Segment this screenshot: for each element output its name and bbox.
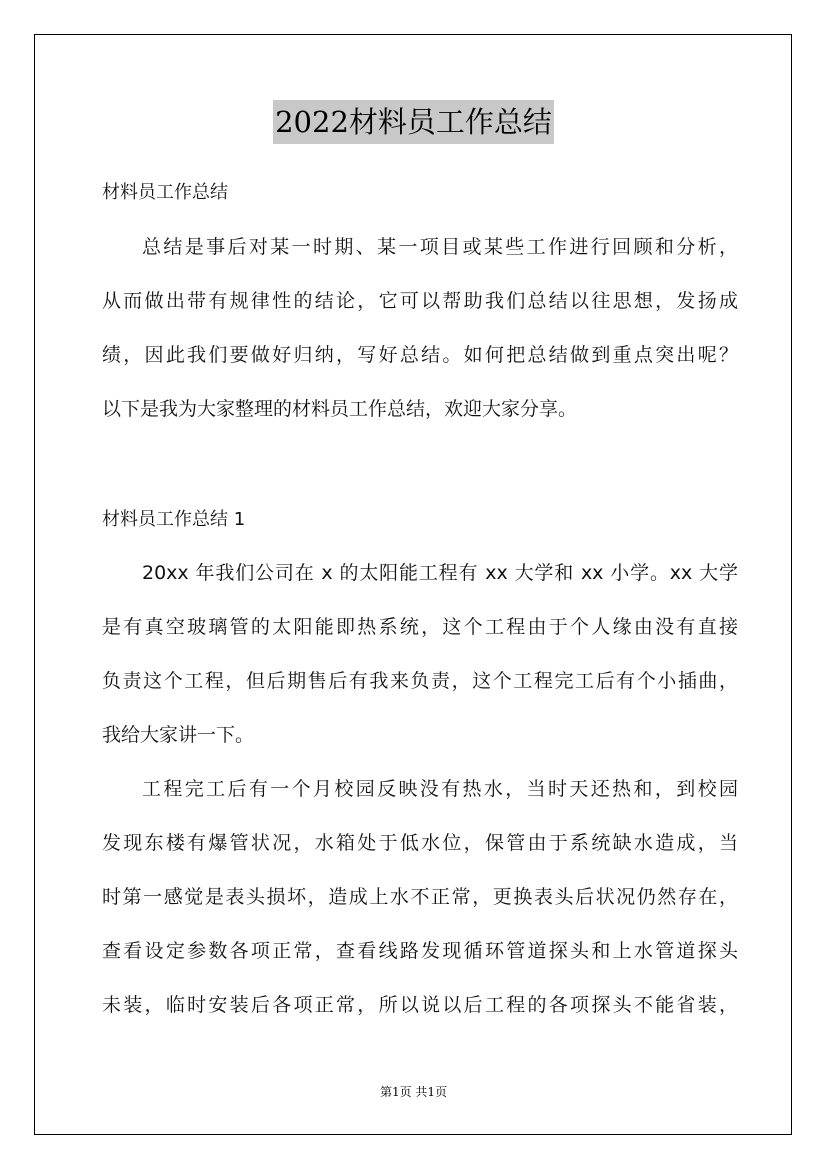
intro-heading: 材料员工作总结 [102,182,228,203]
para1-line: 是有真空玻璃管的太阳能即热系统，这个工程由于个人缘由没有直接 [102,616,738,638]
para2-line: 工程完工后有一个月校园反映没有热水，当时天还热和，到校园 [142,778,738,800]
intro-line: 总结是事后对某一时期、某一项目或某些工作进行回顾和分析， [142,236,738,258]
intro-line: 以下是我为大家整理的材料员工作总结，欢迎大家分享。 [102,398,578,420]
para2-line: 发现东楼有爆管状况，水箱处于低水位，保管由于系统缺水造成，当 [102,832,738,854]
para2-line: 查看设定参数各项正常，查看线路发现循环管道探头和上水管道探头 [102,940,738,962]
section1-heading: 材料员工作总结 1 [102,509,246,530]
para2-line: 未装，临时安装后各项正常，所以说以后工程的各项探头不能省装， [102,994,738,1016]
intro-line: 从而做出带有规律性的结论，它可以帮助我们总结以往思想，发扬成 [102,290,738,312]
intro-line: 绩，因此我们要做好归纳，写好总结。如何把总结做到重点突出呢？ [102,344,738,366]
page-footer: 第1页 共1页 [379,1085,448,1099]
document-title: 2022材料员工作总结 [273,100,554,144]
para1-line: 负责这个工程，但后期售后有我来负责，这个工程完工后有个小插曲， [102,670,738,692]
para2-line: 时第一感觉是表头损坏，造成上水不正常，更换表头后状况仍然存在， [102,886,738,908]
para1-line: 我给大家讲一下。 [102,724,255,746]
para1-line: 20xx 年我们公司在 x 的太阳能工程有 xx 大学和 xx 小学。xx 大学 [142,562,738,584]
title-container [0,100,827,144]
